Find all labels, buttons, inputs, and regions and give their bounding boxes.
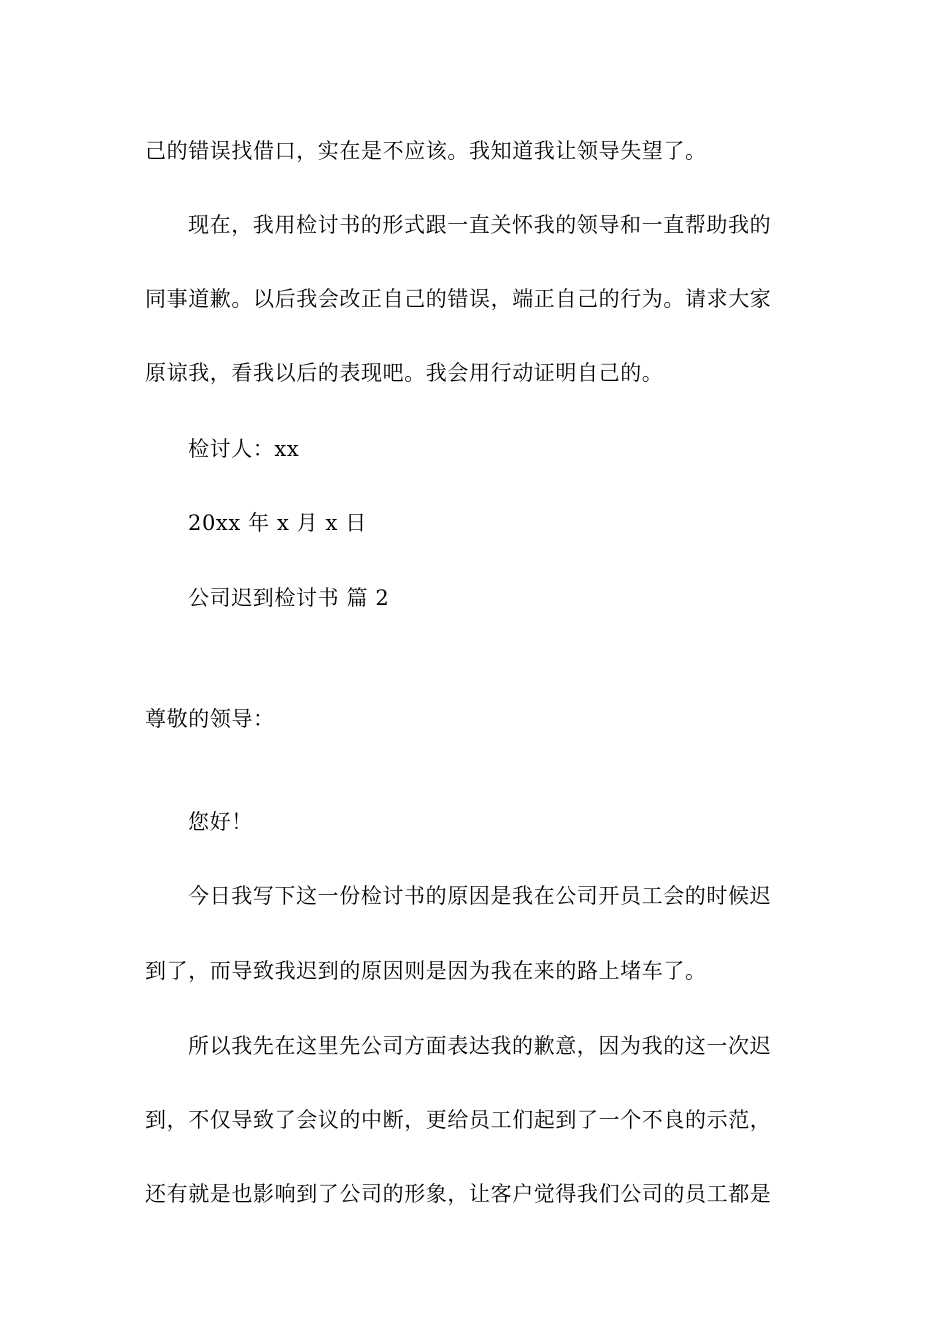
date-line: 20xx 年 x 月 x 日 xyxy=(188,511,367,535)
paragraph-line: 原谅我，看我以后的表现吧。我会用行动证明自己的。 xyxy=(145,361,664,385)
paragraph-line: 今日我写下这一份检讨书的原因是我在公司开员工会的时候迟 xyxy=(188,884,772,908)
section-title: 公司迟到检讨书 篇 2 xyxy=(188,586,390,610)
paragraph-line: 还有就是也影响到了公司的形象，让客户觉得我们公司的员工都是 xyxy=(145,1182,772,1206)
paragraph-line: 同事道歉。以后我会改正自己的错误，端正自己的行为。请求大家 xyxy=(145,287,772,311)
paragraph-line: 到，不仅导致了会议的中断，更给员工们起到了一个不良的示范， xyxy=(145,1108,772,1132)
paragraph-line: 现在，我用检讨书的形式跟一直关怀我的领导和一直帮助我的 xyxy=(188,213,772,237)
salutation: 尊敬的领导： xyxy=(145,707,275,731)
paragraph-line: 所以我先在这里先公司方面表达我的歉意，因为我的这一次迟 xyxy=(188,1034,772,1058)
paragraph-line: 到了，而导致我迟到的原因则是因为我在来的路上堵车了。 xyxy=(145,959,707,983)
paragraph-line: 己的错误找借口，实在是不应该。我知道我让领导失望了。 xyxy=(145,139,707,163)
signature-line: 检讨人：xx xyxy=(188,437,300,461)
greeting: 您好！ xyxy=(188,810,253,834)
